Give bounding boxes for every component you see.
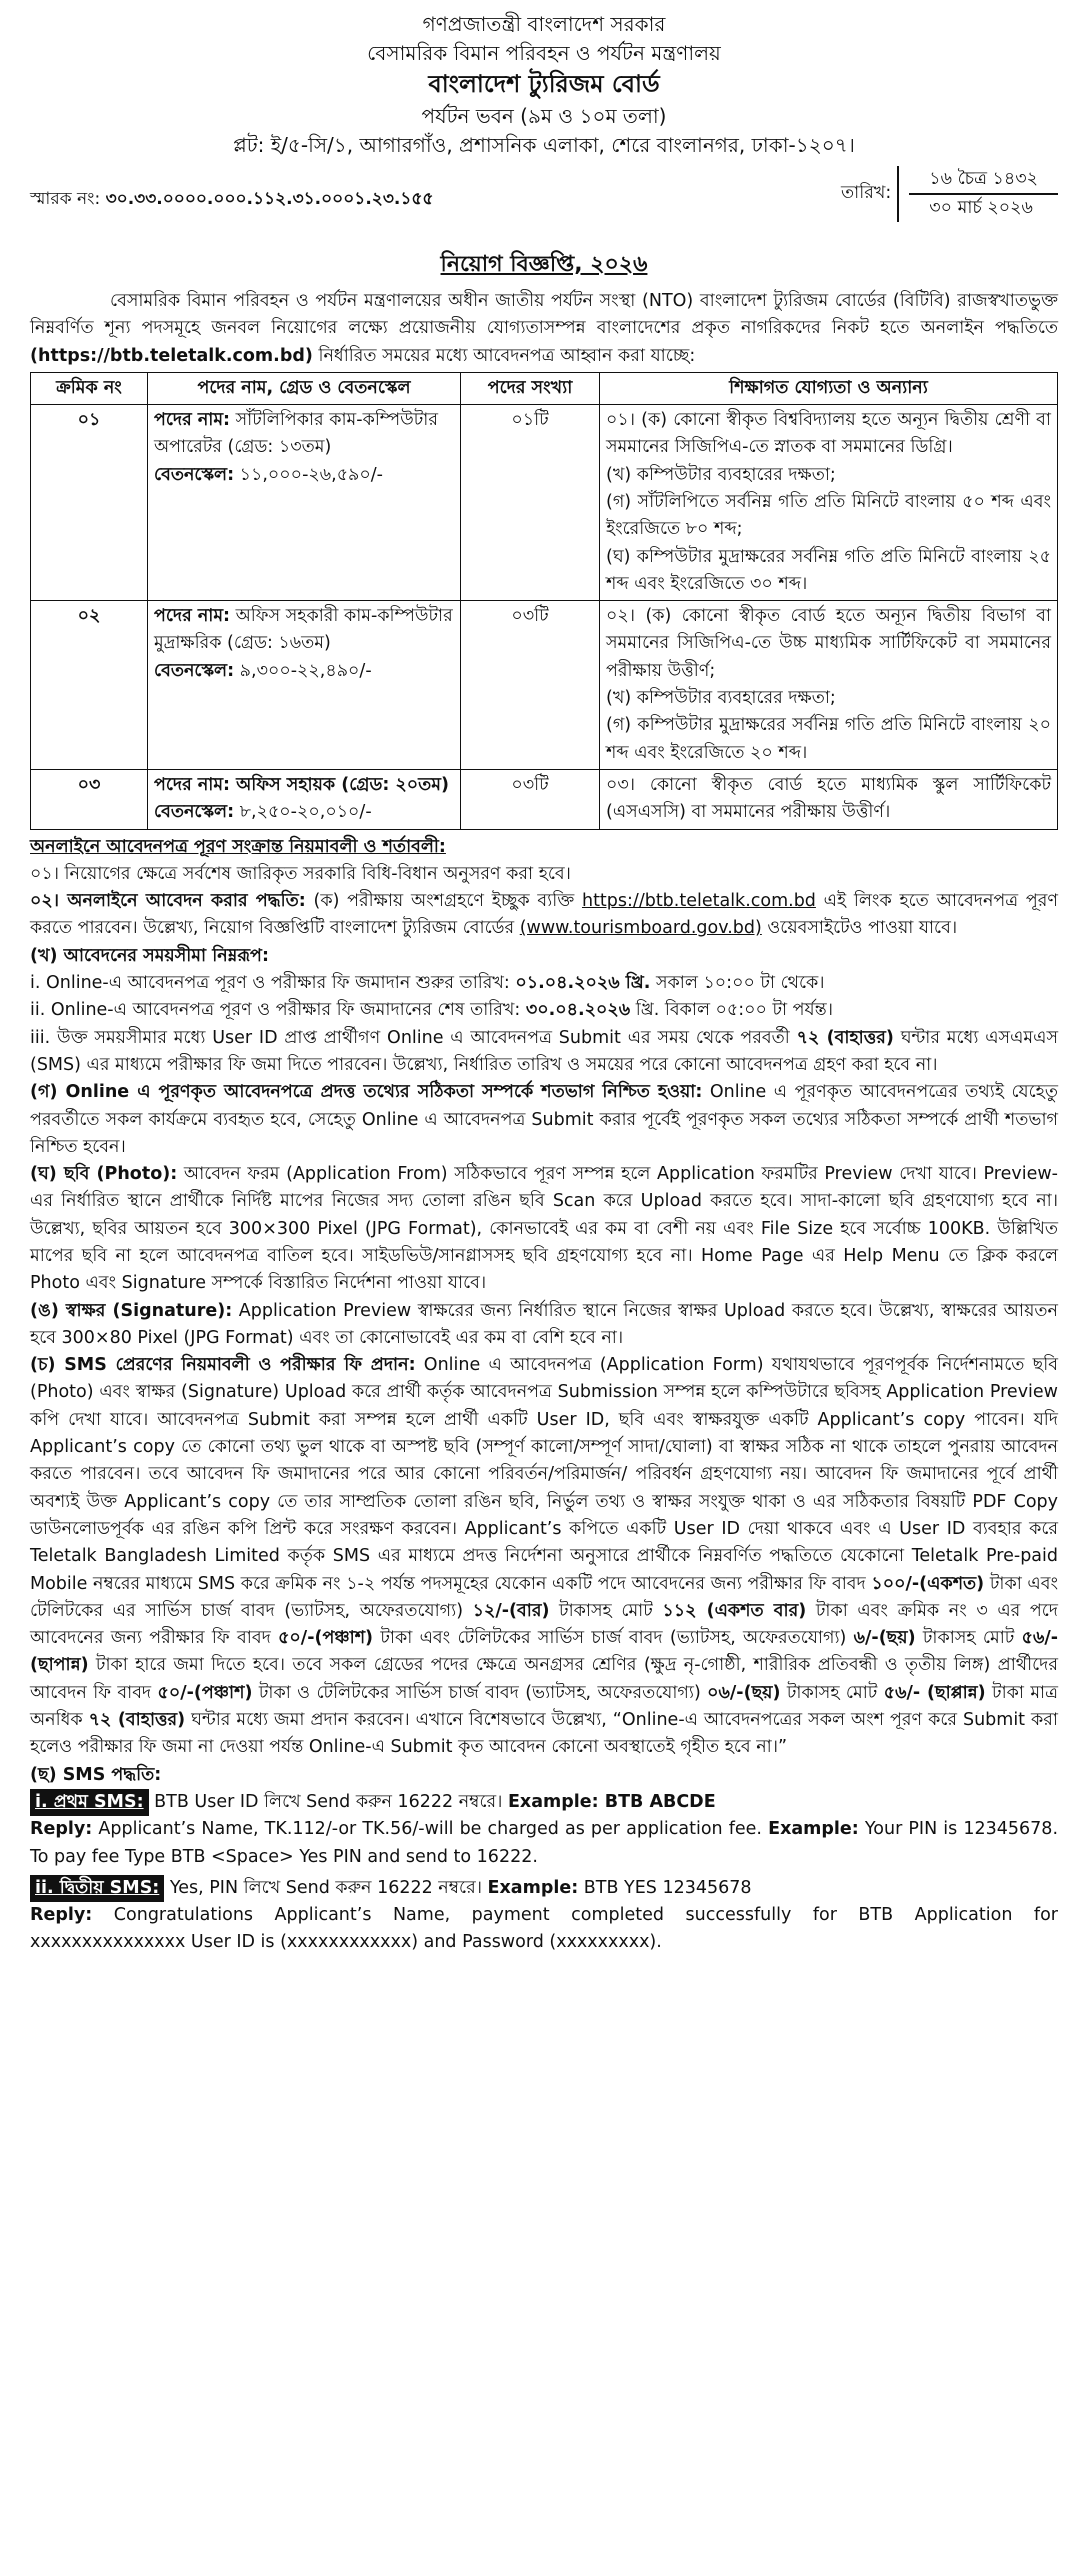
memo-value: ৩০.৩৩.০০০০.০০০.১১২.৩১.০০০১.২৩.১৫৫ xyxy=(105,188,434,209)
sms-fee-rule xyxy=(30,1352,1058,1761)
tourismboard-link[interactable]: (www.tourismboard.gov.bd) xyxy=(519,918,762,939)
sms-fee-text: টাকাসহ মোট xyxy=(915,1628,1022,1649)
govt-name: গণপ্রজাতন্ত্রী বাংলাদেশ সরকার xyxy=(422,12,666,36)
sms-second-example-label: Example: xyxy=(487,1877,579,1898)
col-header-count: পদের সংখ্যা xyxy=(461,372,600,404)
qual-line: (গ) সাঁটলিপিতে সর্বনিম্ন গতি প্রতি মিনিটে বাংলায় ৫০ শব্দ এবং ইংরেজিতে ৮০ শব্দ; xyxy=(606,491,1051,540)
ministry-name: বেসামরিক বিমান পরিবহন ও পর্যটন মন্ত্রণালয় xyxy=(367,41,721,65)
signature-rule xyxy=(30,1298,1058,1353)
deadline-text: ii. Online-এ আবেদনপত্র পূরণ ও পরীক্ষার ফি জমাদানের শেষ তারিখ: xyxy=(30,1000,526,1021)
post-label: পদের নাম: xyxy=(154,774,231,795)
sms-second-example: BTB YES 12345678 xyxy=(578,1877,752,1898)
scale-label: বেতনস্কেল: xyxy=(154,660,235,681)
post-cell xyxy=(148,601,461,770)
sms-second xyxy=(30,1875,1058,1902)
rule-2-text: ওয়েবসাইটেও পাওয়া যাবে। xyxy=(761,918,958,939)
fee-amount: ১০০/-(একশত) xyxy=(871,1573,985,1594)
col-header-post: পদের নাম, গ্রেড ও বেতনস্কেল xyxy=(148,372,461,404)
sms-second-text: Yes, PIN লিখে Send করুন 16222 নম্বরে। xyxy=(164,1877,488,1898)
fee-amount: ৫৬/-(ছাপান্ন) xyxy=(30,1628,1058,1676)
count-cell: ০৩টি xyxy=(461,769,600,829)
rule-2-text: এই লিংক হতে আবেদনপত্র পূরণ করতে পারবেন। উল্লেখ্য, নিয়োগ বিজ্ঞপ্তিটি বাংলাদেশ ট্যুরিজম বোর্ডের xyxy=(30,891,1058,939)
post-name: অফিস সহকারী কাম-কম্পিউটার মুদ্রাক্ষরিক (গ্রেড: ১৬তম) xyxy=(154,606,453,654)
sms-fee-text: টাকা হারে জমা দিতে হবে। তবে সকল গ্রেডের পদের ক্ষেত্রে অনগ্রসর শ্রেণির (ক্ষুদ্র নৃ-গোষ্ঠী, শারীরিক প্রতিবন্ধী ও তৃতীয় লিঙ্গ) প্রার্থীদের আবেদন ফি বাবদ xyxy=(30,1655,1058,1703)
post-label: পদের নাম: xyxy=(154,410,231,431)
pay-scale: ৮,২৫০-২০,০১০/- xyxy=(234,802,372,823)
fee-amount: ৫৬/- (ছাপ্পান্ন) xyxy=(883,1682,986,1703)
start-time: সকাল ১০:০০ টা থেকে। xyxy=(650,973,825,994)
rules-heading: অনলাইনে আবেদনপত্র পূরণ সংক্রান্ত নিয়মাবলী ও শর্তাবলী: xyxy=(30,836,446,857)
fee-amount: ১২/-(বার) xyxy=(472,1600,550,1621)
photo-label: (ঘ) ছবি (Photo): xyxy=(30,1164,178,1185)
start-date: ০১.০৪.২০২৬ খ্রি. xyxy=(515,973,651,994)
scale-label: বেতনস্কেল: xyxy=(154,464,235,485)
table-row xyxy=(31,769,1058,829)
sms-fee-text: ঘন্টার মধ্যে জমা প্রদান করবেন। এখানে বিশেষভাবে উল্লেখ্য, “Online-এ আবেদনপত্রের সকল অংশ পূরণ করে Submit করা হলেও পরীক্ষার ফি জমা না দেওয়া পর্যন্ত Online-এ Submit কৃত আবেদন কোনো অবস্থাতেই গৃহীত হবে না।” xyxy=(30,1710,1058,1758)
date-english: ৩০ মার্চ ২০২৬ xyxy=(929,197,1033,218)
teletalk-link[interactable]: https://btb.teletalk.com.bd xyxy=(581,891,816,912)
col-header-qualification: শিক্ষাগত যোগ্যতা ও অন্যান্য xyxy=(600,372,1058,404)
serial-cell: ০৩ xyxy=(31,769,148,829)
accuracy-label: (গ) Online এ পূরণকৃত আবেদনপত্রে প্রদত্ত তথ্যের সঠিকতা সম্পর্কে শতভাগ নিশ্চিত হওয়া: xyxy=(30,1082,703,1103)
qual-line: (খ) কম্পিউটার ব্যবহারের দক্ষতা; xyxy=(606,688,836,709)
intro-text-end: নির্ধারিত সময়ের মধ্যে আবেদনপত্র আহ্বান করা যাচ্ছে: xyxy=(312,345,696,366)
pay-scale: ৯,৩০০-২২,৪৯০/- xyxy=(234,660,372,681)
sms-fee-label: (চ) SMS প্রেরণের নিয়মাবলী ও পরীক্ষার ফি প্রদান: xyxy=(30,1355,416,1376)
reply-label: Reply: xyxy=(30,1905,93,1926)
scale-label: বেতনস্কেল: xyxy=(154,802,235,823)
fee-amount: ০৬/-(ছয়) xyxy=(707,1682,781,1703)
photo-rule xyxy=(30,1161,1058,1297)
qual-line: ০৩। কোনো স্বীকৃত বোর্ড হতে মাধ্যমিক স্কুল সার্টিফিকেট (এসএসসি) বা সমমানের পরীক্ষায় উত্তীর্ণ। xyxy=(606,774,1051,823)
date-label: তারিখ: xyxy=(841,183,892,204)
serial-cell: ০২ xyxy=(31,601,148,770)
memo-number xyxy=(30,186,433,213)
office-address: প্লট: ই/৫-সি/১, আগারগাঁও, প্রশাসনিক এলাকা, শেরে বাংলানগর, ঢাকা-১২০৭। xyxy=(233,132,855,157)
sms-first-text: BTB User ID লিখে Send করুন 16222 নম্বরে। xyxy=(148,1791,508,1812)
memo-label: স্মারক নং: xyxy=(30,188,106,209)
date-values xyxy=(897,166,1058,223)
fee-amount: ৫০/-(পঞ্চাশ) xyxy=(157,1682,253,1703)
deadline-start xyxy=(30,970,1058,997)
deadline-heading: (খ) আবেদনের সময়সীমা নিম্নরূপ: xyxy=(30,945,269,966)
date-box xyxy=(841,166,1058,223)
rule-2 xyxy=(30,888,1058,943)
post-label: পদের নাম: xyxy=(154,606,231,627)
qual-line: (গ) কম্পিউটার মুদ্রাক্ষরের সর্বনিম্ন গতি প্রতি মিনিটে বাংলায় ২০ শব্দ এবং ইংরেজিতে ২০ শব্দ। xyxy=(606,715,1051,763)
reply-text: Your PIN is 12345678. To pay fee Type BTB <Space> Yes PIN and send to 16222. xyxy=(30,1819,1059,1867)
intro-paragraph xyxy=(30,288,1058,370)
count-cell: ০৩টি xyxy=(461,601,600,770)
reply-example-label: Example: xyxy=(768,1819,859,1840)
sms-fee-text: টাকাসহ মোট xyxy=(780,1682,884,1703)
sms-fee-text: টাকা এবং ক্রমিক নং ৩ এর পদে আবেদনের জন্য পরীক্ষার ফি বাবদ xyxy=(30,1600,1058,1649)
qual-line: ০১। (ক) কোনো স্বীকৃত বিশ্ববিদ্যালয় হতে অন্যূন দ্বিতীয় শ্রেণী বা সমমানের সিজিপিএ-তে স্নাতক বা সমমানের ডিগ্রি। xyxy=(606,410,1051,458)
post-cell xyxy=(148,769,461,829)
sms-fee-text: টাকাসহ মোট xyxy=(549,1600,663,1621)
sms-fee-text: Online এ আবেদনপত্র (Application Form) যথাযথভাবে পূরণপূর্বক নির্দেশনামতে ছবি (Photo) এবং স্বাক্ষর (Signature) Upload করে প্রার্থী কর্তৃক আবেদনপত্র Submission সম্পন্ন হলে কম্পিউটারে ছবিসহ Application Preview কপি দেখা যাবে। আবেদনপত্র Submit করা সম্পন্ন হলে প্রার্থী একটি User ID, ছবি এবং স্বাক্ষরযুক্ত একটি Applicant’s copy পাবেন। যদি Applicant’s copy তে কোনো তথ্য ভুল থাকে বা অস্পষ্ট ছবি (সম্পূর্ণ কালো/সম্পূর্ণ সাদা/ঘোলা) বা স্বাক্ষর সঠিক না থাকে তাহলে পুনরায় আবেদন করতে পারবেন। তবে আবেদন ফি জমাদানের পরে আর কোনো পরিবর্তন/পরিমার্জন/ পরিবর্ধন গ্রহণযোগ্য নয়। আবেদন ফি জমাদানের পূর্বে প্রার্থী অবশ্যই উক্ত Applicant’s copy তে তার সাম্প্রতিক তোলা রঙিন ছবি, নির্ভুল তথ্য ও স্বাক্ষর সংযুক্ত থাকা ও এর সঠিকতার বিষয়টি PDF Copy ডাউনলোডপূর্বক এর রঙিন কপি প্রিন্ট করে সংরক্ষণ করবেন। Applicant’s কপিতে একটি User ID দেয়া থাকবে এবং এ User ID ব্যবহার করে Teletalk Bangladesh Limited কর্তৃক SMS এর মাধ্যমে প্রদত্ত নির্দেশনা অনুসারে প্রার্থীকে নিম্নবর্ণিত পদ্ধতিতে যেকোনো Teletalk Pre-paid Mobile নম্বরের মাধ্যমে SMS করে ক্রমিক নং ১-২ পর্যন্ত পদসমূহের যেকোন একটি পদে আবেদনের জন্য পরীক্ষার ফি বাবদ xyxy=(30,1355,1058,1594)
sms-first-reply xyxy=(30,1816,1058,1871)
accuracy-rule xyxy=(30,1079,1058,1161)
intro-text: বেসামরিক বিমান পরিবহন ও পর্যটন মন্ত্রণালয়ের অধীন জাতীয় পর্যটন সংস্থা (NTO) বাংলাদেশ ট্যুরিজম বোর্ডের (বিটিবি) রাজস্বখাতভুক্ত নিম্নবর্ণিত শূন্য পদসমূহে জনবল নিয়োগের লক্ষ্যে প্রয়োজনীয় যোগ্যতাসম্পন্ন বাংলাদেশের প্রকৃত নাগরিকদের নিকট হতে অনলাইন পদ্ধতিতে xyxy=(30,290,1058,339)
posts-table xyxy=(30,372,1058,830)
date-bangla: ১৬ চৈত্র ১৪৩২ xyxy=(909,166,1058,195)
reply-text: Applicant’s Name, TK.112/-or TK.56/-will be charged as per application fee. xyxy=(92,1819,769,1840)
rules-section xyxy=(30,834,1058,1957)
table-row xyxy=(31,405,1058,601)
board-name: বাংলাদেশ ট্যুরিজম বোর্ড xyxy=(428,70,660,98)
post-name: অফিস সহায়ক (গ্রেড: ২০তম) xyxy=(230,774,450,795)
sms-first xyxy=(30,1789,1058,1816)
post-name: সাঁটলিপিকার কাম-কম্পিউটার অপারেটর (গ্রেড: ১৩তম) xyxy=(154,410,438,458)
rule-2-label: ০২। অনলাইনে আবেদন করার পদ্ধতি: xyxy=(30,891,306,912)
accuracy-text: Online এ পূরণকৃত আবেদনপত্রের তথ্যই যেহেতু পরবর্তীতে সকল কার্যক্রমে ব্যবহৃত হবে, সেহেতু Online এ আবেদনপত্র Submit করার পূর্বেই পূরণকৃত সকল তথ্যের সঠিকতা সম্পর্কে প্রার্থী শতভাগ নিশ্চিত হবেন। xyxy=(30,1082,1058,1157)
qual-line: (ঘ) কম্পিউটার মুদ্রাক্ষরের সর্বনিম্ন গতি প্রতি মিনিটে বাংলায় ২৫ শব্দ এবং ইংরেজিতে ৩০ শব্দ। xyxy=(606,546,1051,594)
deadline-end xyxy=(30,997,1058,1024)
sms-method-heading: (ছ) SMS পদ্ধতি: xyxy=(30,1764,162,1785)
sms-first-label: i. প্রথম SMS: xyxy=(30,1789,149,1816)
sms-fee-text: টাকা এবং টেলিটকের এর সার্ভিস চার্জ বাবদ (ভ্যাটসহ, অফেরতযোগ্য) xyxy=(30,1573,1058,1621)
sms-second-reply xyxy=(30,1902,1058,1957)
qualification-cell xyxy=(600,601,1058,770)
rule-1: ০১। নিয়োগের ক্ষেত্রে সর্বশেষ জারিকৃত সরকারি বিধি-বিধান অনুসরণ করা হবে। xyxy=(30,863,571,884)
memo-row xyxy=(30,166,1058,238)
rule-2-text: (ক) পরীক্ষায় অংশগ্রহণে ইচ্ছুক ব্যক্তি xyxy=(305,891,582,912)
sms-first-example: Example: BTB ABCDE xyxy=(507,1791,716,1812)
deadline-text: i. Online-এ আবেদনপত্র পূরণ ও পরীক্ষার ফি জমাদান শুরুর তারিখ: xyxy=(30,973,516,994)
reply-label: Reply: xyxy=(30,1819,93,1840)
table-header-row xyxy=(31,372,1058,404)
sms-second-label: ii. দ্বিতীয় SMS: xyxy=(30,1875,164,1902)
sms-fee-text: টাকা মাত্র অনধিক xyxy=(30,1682,1058,1731)
post-cell xyxy=(148,405,461,601)
qual-line: ০২। (ক) কোনো স্বীকৃত বোর্ড হতে অন্যূন দ্বিতীয় বিভাগ বা সমমানের সিজিপিএ-তে উচ্চ মাধ্যমিক সার্টিফিকেট বা সমমানের পরীক্ষায় উত্তীর্ণ; xyxy=(606,606,1051,681)
reply-text: Congratulations Applicant’s Name, payment completed successfully for BTB Application for xxxxxxxxxxxxxxx User ID is (xxxxxxxxxxxx) and Password (xxxxxxxxx). xyxy=(30,1905,1058,1953)
intro-link[interactable]: (https://btb.teletalk.com.bd) xyxy=(30,345,313,366)
notice-title: নিয়োগ বিজ্ঞপ্তি, ২০২৬ xyxy=(440,251,648,277)
serial-cell: ০১ xyxy=(31,405,148,601)
qualification-cell xyxy=(600,405,1058,601)
letterhead xyxy=(30,10,1058,160)
photo-text: আবেদন ফরম (Application From) সঠিকভাবে পূরণ সম্পন্ন হলে Application ফরমটির Preview দেখা যাবে। Preview-এর নির্ধারিত স্থানে প্রার্থীকে নির্দিষ্ট মাপের নিজের সদ্য তোলা রঙিন ছবি Scan করে Upload করতে হবে। সাদা-কালো ছবি গ্রহণযোগ্য হবে না। উল্লেখ্য, ছবির আয়তন হবে 300×300 Pixel (JPG Format), কোনভাবেই এর কম বা বেশী নয় এবং File Size হবে সর্বোচ্চ 100KB. উল্লিখিত মাপের ছবি না হলে আবেদনপত্র বাতিল হবে। সাইডভিউ/সানগ্লাসসহ ছবি গ্রহণযোগ্য হবে না। Home Page এর Help Menu তে ক্লিক করলে Photo এবং Signature সম্পর্কে বিস্তারিত নির্দেশনা পাওয়া যাবে। xyxy=(30,1164,1058,1294)
signature-label: (ঙ) স্বাক্ষর (Signature): xyxy=(30,1300,233,1321)
fee-hours: ৭২ (বাহাত্তর) xyxy=(88,1710,186,1731)
sms-fee-text: টাকা এবং টেলিটকের সার্ভিস চার্জ বাবদ (ভ্যাটসহ, অফেরতযোগ্য) xyxy=(373,1628,854,1649)
fee-amount: ৬/-(ছয়) xyxy=(853,1628,916,1649)
building-name: পর্যটন ভবন (৯ম ও ১০ম তলা) xyxy=(421,103,667,128)
pay-scale: ১১,০০০-২৬,৫৯০/- xyxy=(234,464,384,485)
signature-text: Application Preview স্বাক্ষরের জন্য নির্ধারিত স্থানে নিজের স্বাক্ষর Upload করতে হবে। উল্লেখ্য, স্বাক্ষরের আয়তন হবে 300×80 Pixel (JPG Format) এবং তা কোনোভাবেই এর কম বা বেশি হবে না। xyxy=(30,1300,1058,1348)
fee-text: ঘন্টার মধ্যে এসএমএস (SMS) এর মাধ্যমে পরীক্ষার ফি জমা দিতে পারবেন। উল্লেখ্য, নির্ধারিত তারিখ ও সময়ের পরে কোনো আবেদনপত্র গ্রহণ করা হবে না। xyxy=(30,1027,1059,1075)
count-cell: ০১টি xyxy=(461,405,600,601)
fee-hours: ৭২ (বাহাত্তর) xyxy=(796,1027,894,1048)
end-time: খ্রি. বিকাল ০৫:০০ টা পর্যন্ত। xyxy=(630,1000,833,1021)
fee-text: iii. উক্ত সময়সীমার মধ্যে User ID প্রাপ্ত প্রার্থীগণ Online এ আবেদনপত্র Submit এর সময় থেকে পরবর্তী xyxy=(30,1027,797,1048)
end-date: ৩০.০৪.২০২৬ xyxy=(525,1000,631,1021)
qual-line: (খ) কম্পিউটার ব্যবহারের দক্ষতা; xyxy=(606,464,836,485)
table-row xyxy=(31,601,1058,770)
deadline-fee xyxy=(30,1025,1058,1080)
qualification-cell xyxy=(600,769,1058,829)
fee-amount: ৫০/-(পঞ্চাশ) xyxy=(278,1628,374,1649)
col-header-serial: ক্রমিক নং xyxy=(31,372,148,404)
fee-amount: ১১২ (একশত বার) xyxy=(662,1600,807,1621)
sms-fee-text: টাকা ও টেলিটকের সার্ভিস চার্জ বাবদ (ভ্যাটসহ, অফেরতযোগ্য) xyxy=(252,1682,708,1703)
